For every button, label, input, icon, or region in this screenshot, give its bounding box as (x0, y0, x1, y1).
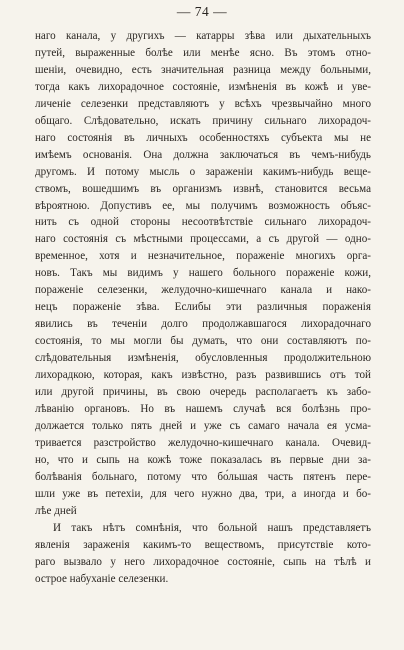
text-line: явленія зараженія какимъ-то веществомъ, присутствіе кото- (35, 538, 371, 551)
text-line: лѣе дней (35, 504, 77, 517)
text-line: нецъ пораженіе зѣва. Еслибы эти различныя пораженія (35, 301, 371, 314)
text-line: ствомъ, вошедшимъ въ организмъ извнѣ, становится весьма (35, 182, 371, 195)
body-text (35, 28, 371, 587)
text-line: новъ. Такъ мы видимъ у нашего больного пораженіе кожи, (35, 267, 371, 280)
text-line: вѣроятною. Допустивъ ее, мы получимъ возможность объяс- (35, 199, 371, 212)
text-line: но, что и сыпь на кожѣ тоже показалась въ первые дни за- (35, 453, 371, 466)
text-line: наго состоянія съ мѣстными процессами, а съ другой — одно- (35, 233, 371, 246)
text-line: должается только пять дней и уже съ самаго начала ея усма- (35, 419, 371, 432)
text-line: слѣдовательныя измѣненія, обусловленныя продолжительною (35, 352, 371, 365)
text-line: наго канала, у другихъ — катарры зѣва или дыхательныхъ (35, 30, 371, 42)
text-line: раго вызвало у него лихорадочное состояніе, сыпь на тѣлѣ и (35, 555, 371, 568)
text-line: И такъ нѣтъ сомнѣнія, что больной нашъ представляетъ (53, 521, 371, 534)
text-line: острое набуханіе селезенки. (35, 572, 169, 585)
text-line: имѣемъ основанія. Она должна заключаться въ чемъ-нибудь (35, 148, 371, 161)
text-line: шли уже въ петехіи, для чего нужно два, три, а иногда и бо- (35, 487, 371, 500)
text-line: общаго. Слѣдовательно, искать причину сильнаго лихорадоч- (35, 114, 371, 127)
text-line: состоянія, то мы могли бы думать, что они составляютъ по- (35, 335, 371, 348)
text-line: тривается разстройство желудочно-кишечнаго канала. Очевид- (35, 436, 371, 449)
text-line: тогда какъ лихорадочное состояніе, измѣненія въ кожѣ и уве- (35, 80, 371, 93)
paragraph-2 (35, 520, 371, 588)
text-line: шеніи, очевидно, есть значительная разница между больными, (35, 63, 371, 76)
text-line: лѣванію органовъ. Но въ нашемъ случаѣ вся болѣзнь про- (35, 402, 371, 415)
text-line: пораженіе селезенки, желудочно-кишечнаго канала и нако- (35, 284, 371, 297)
text-line: личеніе селезенки представляютъ у всѣхъ чрезвычайно много (35, 97, 371, 110)
text-line: лихорадкою, которая, какъ извѣстно, разъ развившись отъ той (35, 369, 371, 382)
text-line: или другой причины, въ свою очередь располагаетъ къ забо- (35, 386, 371, 399)
text-line: временное, хотя и незначительное, пораженіе многихъ орга- (35, 250, 371, 263)
text-line: наго состоянія въ личныхъ особенностяхъ субъекта мы не (35, 131, 371, 144)
page-number: — 74 — (176, 4, 228, 19)
text-line: другомъ. И потому мысль о зараженіи какимъ-нибудь веще- (35, 165, 371, 178)
text-line: явились въ теченіи долго продолжавшагося лихорадочнаго (35, 318, 371, 331)
text-line: путей, выраженные болѣе или менѣе ясно. Въ этомъ отно- (35, 46, 371, 59)
text-line: болѣванія больнаго, потому что бо́льшая часть пятенъ пере- (35, 470, 371, 483)
paragraph-1 (35, 28, 371, 520)
text-line: нить съ одной стороны несоотвѣтствіе сильнаго лихорадоч- (35, 216, 371, 229)
